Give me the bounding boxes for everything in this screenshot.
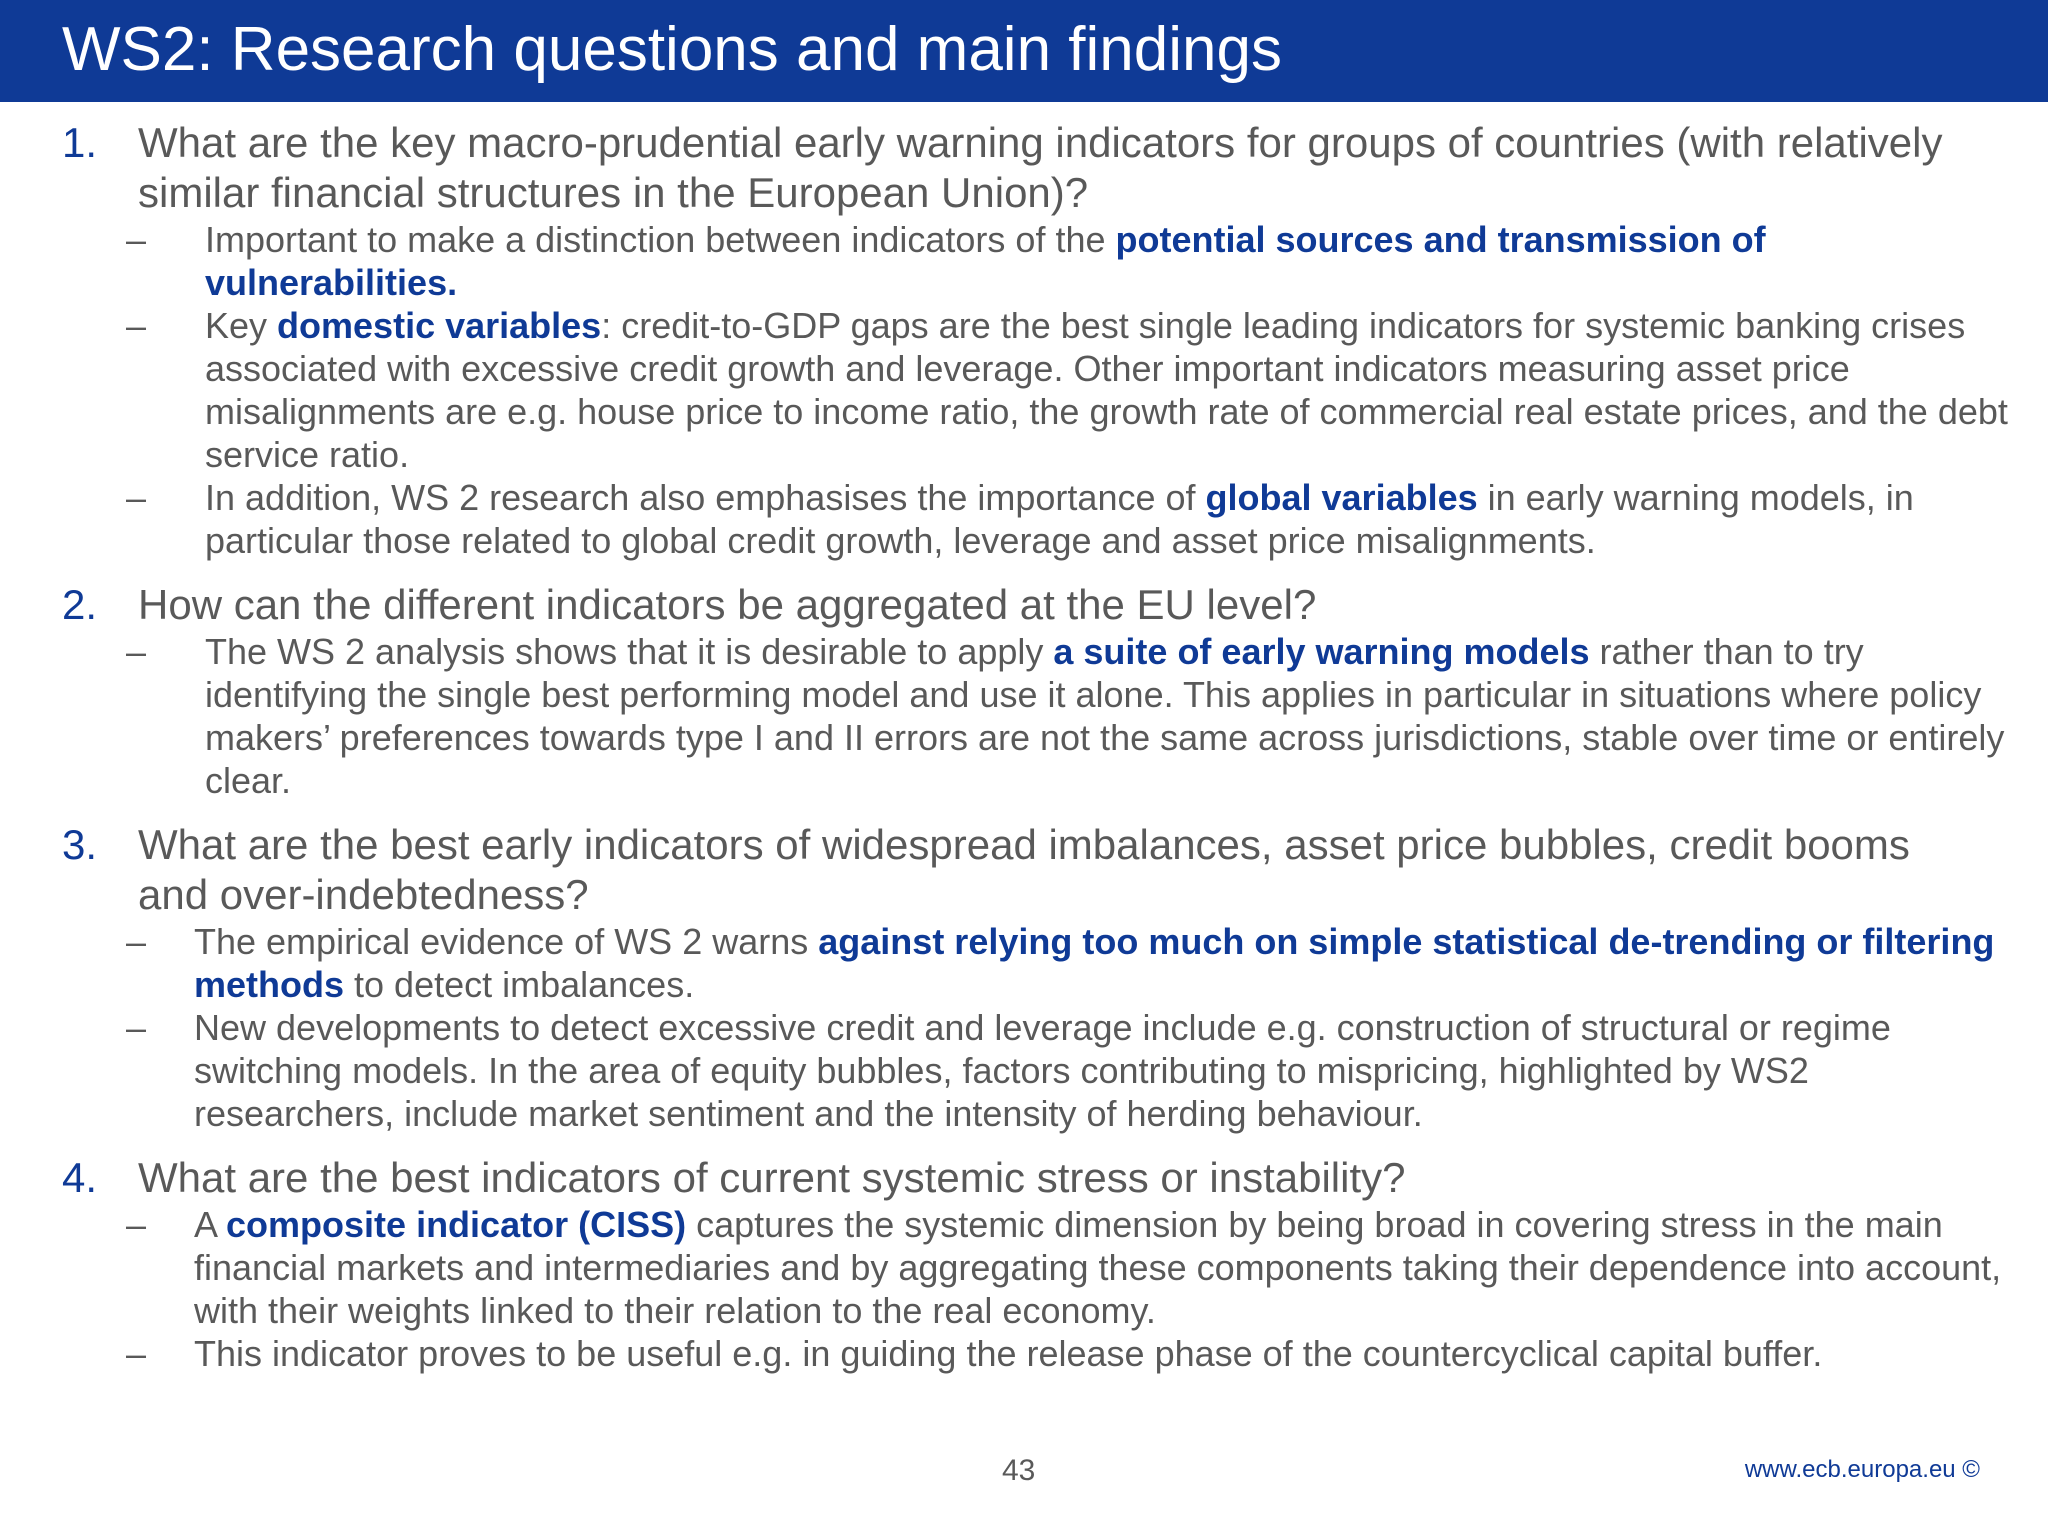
dash-bullet: – bbox=[126, 305, 147, 346]
bullet-highlight: domestic variables bbox=[277, 305, 602, 346]
bullet-text-end: : credit-to-GDP gaps are the best single leading indicators for systemic banking crises associated with excessive credit growth and leverage. Other important indicators measuring asset price misalignments are e.g. house price to income ratio, the growth rate of commercial real estate prices, and the debt service ratio. bbox=[205, 305, 2008, 475]
bullet-text-end: to detect imbalances. bbox=[344, 964, 695, 1005]
bullet-highlight: composite indicator (CISS) bbox=[226, 1204, 687, 1245]
bullet-highlight: against relying too much on simple statistical de-trending or filtering methods bbox=[194, 921, 1995, 1005]
dash-bullet: – bbox=[126, 477, 147, 518]
dash-bullet: – bbox=[126, 631, 147, 672]
bullet bbox=[0, 218, 2048, 304]
bullet-text: Important to make a distinction between indicators of the bbox=[205, 219, 1116, 260]
bullet bbox=[0, 1006, 2048, 1135]
bullet-highlight: global variables bbox=[1205, 477, 1478, 518]
bullet bbox=[0, 1203, 2048, 1332]
dash-bullet: – bbox=[126, 1204, 147, 1245]
bullet-text: A bbox=[194, 1204, 227, 1245]
page-number: 43 bbox=[1002, 1454, 1036, 1487]
bullet bbox=[0, 304, 2048, 476]
question-3 bbox=[0, 820, 2048, 920]
bullet-text-end: captures the systemic dimension by being broad in covering stress in the main financial markets and intermediaries and by aggregating these components taking their dependence into account, with their weights linked to their relation to the real economy. bbox=[194, 1204, 2002, 1331]
bullet bbox=[0, 630, 2048, 802]
question-1 bbox=[0, 118, 2048, 218]
question-2 bbox=[0, 580, 2048, 630]
dash-bullet: – bbox=[126, 921, 147, 962]
question-text: What are the best early indicators of widespread imbalances, asset price bubbles, credit booms and over-indebtedness? bbox=[138, 821, 1910, 918]
slide-title: WS2: Research questions and main findings bbox=[62, 15, 1282, 84]
question-text: How can the different indicators be aggregated at the EU level? bbox=[138, 581, 1317, 628]
dash-bullet: – bbox=[126, 219, 147, 260]
bullet-highlight: potential sources and transmission of vulnerabilities. bbox=[205, 219, 1766, 303]
bullet bbox=[0, 1332, 2048, 1375]
bullet-text: Key bbox=[205, 305, 278, 346]
question-text: What are the key macro-prudential early warning indicators for groups of countries (with relatively similar financial structures in the European Union)? bbox=[138, 119, 1943, 216]
question-number: 3. bbox=[62, 821, 98, 868]
ecb-website-link[interactable]: www.ecb.europa.eu © bbox=[1744, 1456, 1980, 1483]
bullet-text: New developments to detect excessive credit and leverage include e.g. construction of structural or regime switching models. In the area of equity bubbles, factors contributing to mispricing, highlighted by WS2 researchers, include market sentiment and the intensity of herding behaviour. bbox=[194, 1007, 1891, 1134]
bullet-text: The empirical evidence of WS 2 warns bbox=[194, 921, 819, 962]
question-4 bbox=[0, 1153, 2048, 1203]
bullet-text: In addition, WS 2 research also emphasises the importance of bbox=[205, 477, 1206, 518]
title-bar bbox=[0, 0, 2048, 102]
slide-content bbox=[0, 118, 2048, 1375]
question-text: What are the best indicators of current systemic stress or instability? bbox=[138, 1154, 1406, 1201]
bullet bbox=[0, 920, 2048, 1006]
dash-bullet: – bbox=[126, 1333, 147, 1374]
bullet-highlight: a suite of early warning models bbox=[1053, 631, 1590, 672]
bullet bbox=[0, 476, 2048, 562]
bullet-text: This indicator proves to be useful e.g. in guiding the release phase of the countercyclical capital buffer. bbox=[194, 1333, 1823, 1374]
bullet-text-end: rather than to try identifying the single best performing model and use it alone. This applies in particular in situations where policy makers’ preferences towards type I and II errors are not the same across jurisdictions, stable over time or entirely clear. bbox=[205, 631, 2005, 801]
question-number: 4. bbox=[62, 1154, 98, 1201]
dash-bullet: – bbox=[126, 1007, 147, 1048]
question-number: 1. bbox=[62, 119, 98, 166]
bullet-text: The WS 2 analysis shows that it is desirable to apply bbox=[205, 631, 1054, 672]
bullet-text-end: in early warning models, in particular those related to global credit growth, leverage and asset price misalignments. bbox=[205, 477, 1914, 561]
question-number: 2. bbox=[62, 581, 98, 628]
